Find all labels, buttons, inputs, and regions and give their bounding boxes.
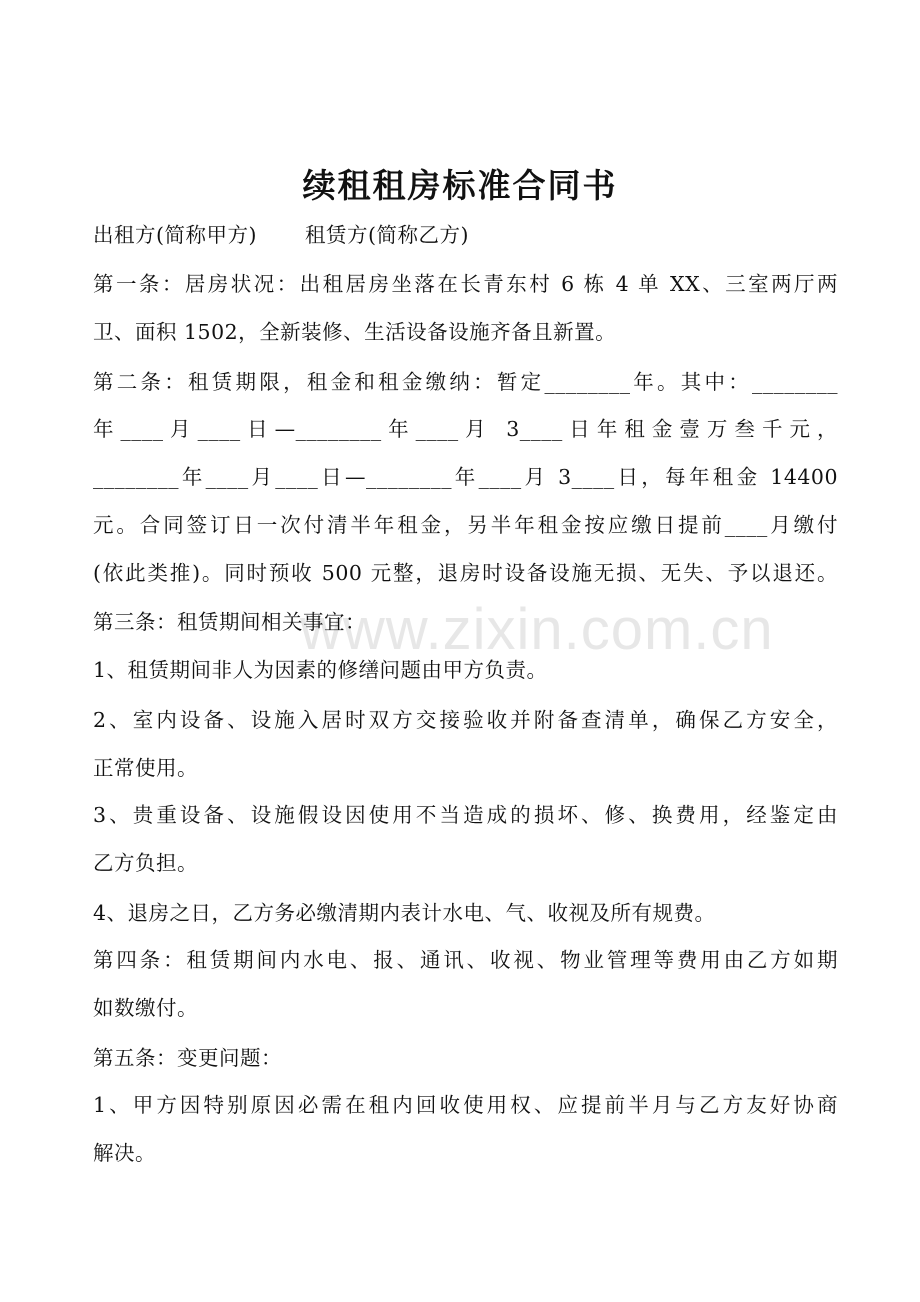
paragraph-line: 第三条：租赁期间相关事宜： <box>93 610 366 634</box>
paragraph-line: 1、租赁期间非人为因素的修缮问题由甲方负责。 <box>93 658 548 682</box>
paragraph-line: 元。合同签订日一次付清半年租金，另半年租金按应缴日提前____月缴付 <box>93 513 838 537</box>
document-title: 续租租房标准合同书 <box>302 166 618 205</box>
paragraph-line: 2、室内设备、设施入居时双方交接验收并附备查清单，确保乙方安全， <box>93 708 838 732</box>
paragraph-line: ________年____月____日—________年____月 3____日，每年租金 14400 <box>93 465 838 489</box>
watermark: www.zixin.com.cn <box>300 597 774 662</box>
paragraph-line: 第五条：变更问题： <box>93 1046 282 1070</box>
paragraph-line: 3、贵重设备、设施假设因使用不当造成的损坏、修、换费用，经鉴定由 <box>93 803 838 827</box>
paragraph-line: 4、退房之日，乙方务必缴清期内表计水电、气、收视及所有规费。 <box>93 901 716 925</box>
paragraph-line: 第二条：租赁期限，租金和租金缴纳：暂定________年。其中：________ <box>93 370 838 394</box>
paragraph-line: 第四条：租赁期间内水电、报、通讯、收视、物业管理等费用由乙方如期 <box>93 948 838 972</box>
parties-line <box>93 221 838 249</box>
paragraph-line: (依此类推)。同时预收 500 元整，退房时设备设施无损、无失、予以退还。 <box>93 561 838 585</box>
lessor-label: 出租方(简称甲方) <box>93 223 257 247</box>
paragraph-line: 正常使用。 <box>93 756 198 780</box>
paragraph-line: 第一条：居房状况：出租居房坐落在长青东村 6 栋 4 单 XX、三室两厅两 <box>93 272 838 296</box>
lessee-label: 租赁方(简称乙方) <box>305 223 469 247</box>
paragraph-line: 解决。 <box>93 1141 156 1165</box>
paragraph-line: 1、甲方因特别原因必需在租内回收使用权、应提前半月与乙方友好协商 <box>93 1093 838 1117</box>
paragraph-line: 年____月____日—________年____月 3____日年租金壹万叁千元， <box>93 417 838 441</box>
paragraph-line: 乙方负担。 <box>93 851 198 875</box>
paragraph-line: 如数缴付。 <box>93 996 198 1020</box>
paragraph-line: 卫、面积 1502，全新装修、生活设备设施齐备且新置。 <box>93 320 617 344</box>
